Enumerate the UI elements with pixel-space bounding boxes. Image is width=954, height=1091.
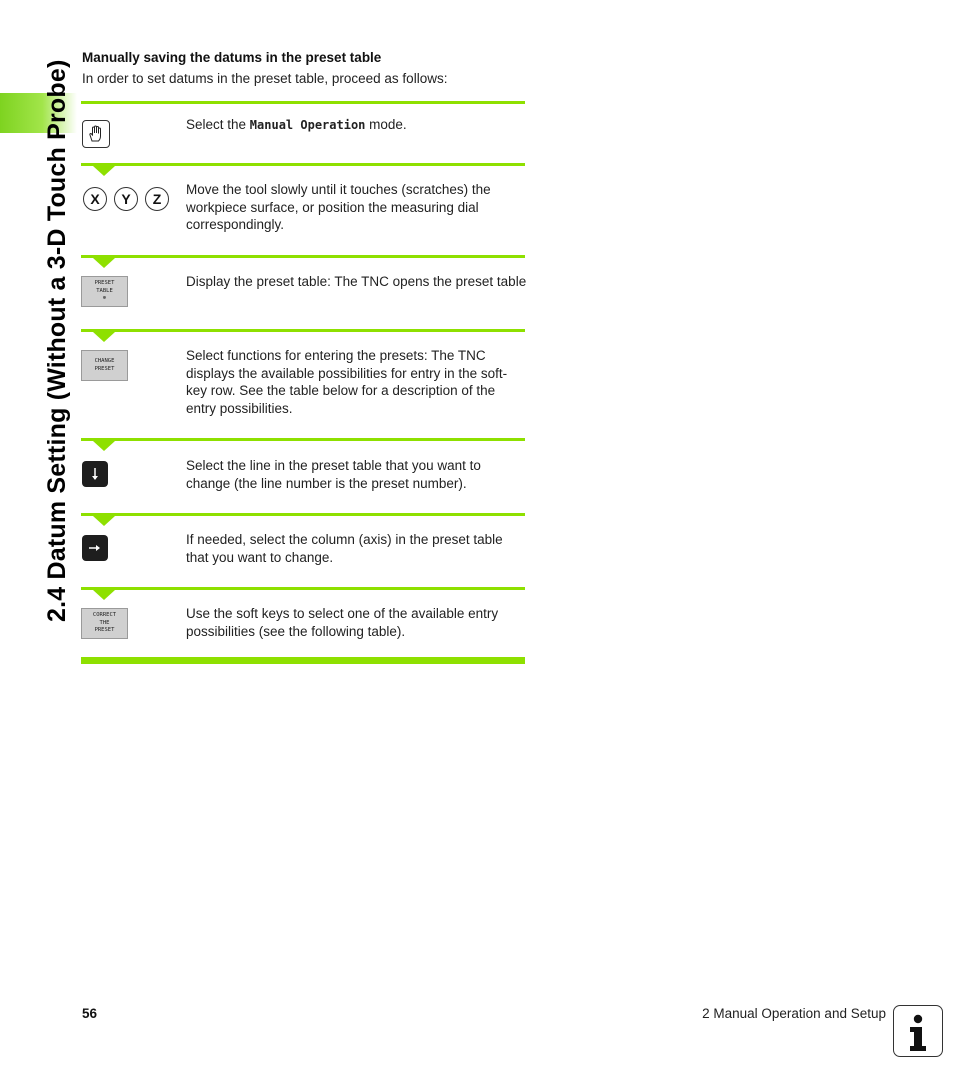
step-3-text: Display the preset table: The TNC opens the preset table: [186, 274, 527, 289]
step-arrow-icon: [93, 166, 115, 176]
step-divider: [81, 329, 525, 332]
info-icon: [893, 1005, 943, 1057]
step-divider: [81, 438, 525, 441]
arrow-right-key-icon: [82, 535, 108, 561]
footer-chapter-title: 2 Manual Operation and Setup: [702, 1006, 886, 1021]
step-arrow-icon: [93, 590, 115, 600]
step-divider: [81, 163, 525, 166]
step-arrow-icon: [93, 258, 115, 268]
section-heading: Manually saving the datums in the preset table: [82, 50, 382, 65]
step-divider: [81, 101, 525, 104]
hand-manual-operation-icon: [82, 120, 110, 148]
mode-name: Manual Operation: [249, 118, 366, 132]
y-axis-key: Y: [114, 187, 138, 211]
step-4-text: Select functions for entering the presets: The TNC displays the available possibilities for entry in the soft-key row. See the table below for a description of the entry possibilities.: [186, 348, 508, 416]
step-arrow-icon: [93, 441, 115, 451]
correct-the-preset-softkey: CORRECT THE PRESET: [81, 608, 128, 639]
step-arrow-icon: [93, 516, 115, 526]
z-axis-key: Z: [145, 187, 169, 211]
change-preset-softkey: CHANGE PRESET: [81, 350, 128, 381]
step-arrow-icon: [93, 332, 115, 342]
step-1-text: Select the Manual Operation mode.: [186, 117, 407, 132]
page-number: 56: [82, 1006, 98, 1021]
side-chapter-title: 2.4 Datum Setting (Without a 3-D Touch Probe): [43, 59, 71, 622]
x-axis-key: X: [83, 187, 107, 211]
step-5-text: Select the line in the preset table that you want to change (the line number is the preset number).: [186, 458, 481, 491]
step-7-text: Use the soft keys to select one of the available entry possibilities (see the following table).: [186, 606, 499, 639]
section-intro: In order to set datums in the preset table, proceed as follows:: [82, 71, 448, 86]
step-divider: [81, 255, 525, 258]
arrow-down-key-icon: [82, 461, 108, 487]
procedure-end-bar: [81, 657, 525, 664]
step-2-text: Move the tool slowly until it touches (scratches) the workpiece surface, or position the measuring dial correspondingly.: [186, 182, 491, 232]
step-divider: [81, 587, 525, 590]
step-6-text: If needed, select the column (axis) in the preset table that you want to change.: [186, 532, 503, 565]
step-divider: [81, 513, 525, 516]
preset-table-softkey: PRESET TABLE ⊕: [81, 276, 128, 307]
